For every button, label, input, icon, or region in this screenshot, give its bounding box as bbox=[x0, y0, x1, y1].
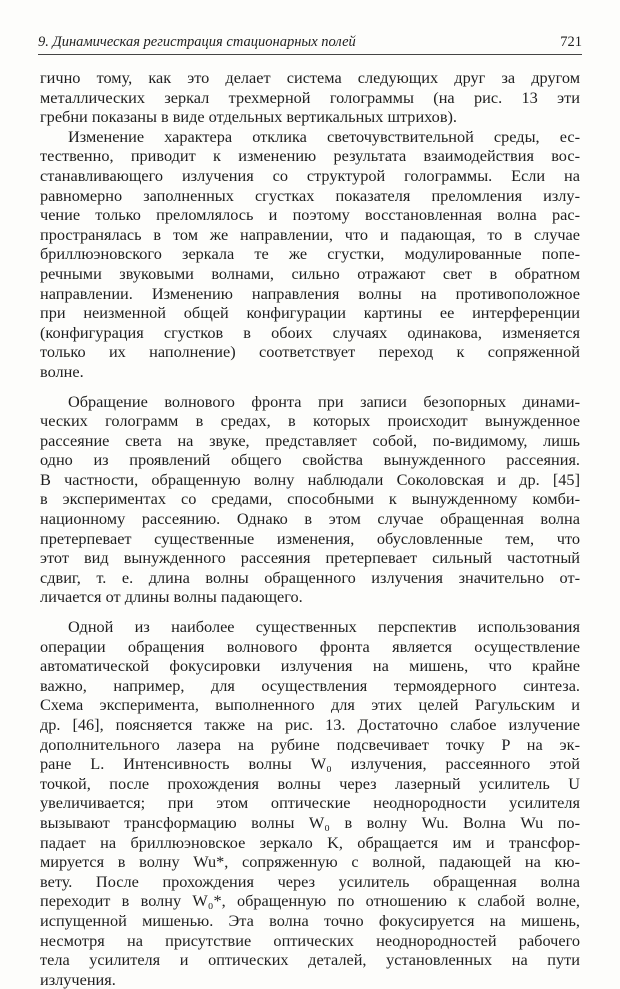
text-line: В частности, обращенную волну наблюдали Соколовская и др. [45] bbox=[40, 469, 580, 489]
text-line: операции обращения волнового фронта является осуществление bbox=[40, 636, 580, 656]
text-line: автоматической фокусировки излучения на мишень, что крайне bbox=[40, 656, 580, 676]
text-line: одно из проявлений общего свойства вынужденного рассеяния. bbox=[40, 450, 580, 470]
text-line: этот вид вынужденного рассеяния претерпевает сильный частотный bbox=[40, 548, 580, 568]
text-line: вету. После прохождения через усилитель обращенная волна bbox=[40, 871, 580, 891]
text-line: вызывают трансформацию волны W₀ в волну Wu. Волна Wu по- bbox=[40, 812, 580, 832]
text-line: Схема эксперимента, выполненного для этих целей Рагульским и bbox=[40, 695, 580, 715]
text-line: падает на бриллюэновское зеркало K, обращается им и трансфор- bbox=[40, 832, 580, 852]
text-line: равномерно заполненных сгустках показателя преломления излу- bbox=[40, 185, 580, 205]
text-line: волне. bbox=[40, 361, 84, 381]
text-line: станавливающего излучения со структурой голограммы. Если на bbox=[40, 165, 580, 185]
text-line: излучения. bbox=[40, 969, 116, 989]
text-line: мируется в волну Wu*, сопряженную с волной, падающей на кю- bbox=[40, 852, 580, 872]
text-line: сдвиг, т. е. длина волны обращенного излучения значительно от- bbox=[40, 567, 580, 587]
text-line: гребни показаны в виде отдельных вертикальных штрихов). bbox=[40, 107, 457, 127]
text-line: тественно, приводит к изменению результата взаимодействия вос- bbox=[40, 146, 580, 166]
text-line: Обращение волнового фронта при записи безопорных динами- bbox=[68, 391, 580, 411]
text-line: др. [46], поясняется также на рис. 13. Достаточно слабое излучение bbox=[40, 715, 580, 734]
text-line: металлических зеркал трехмерной голограммы (на рис. 13 эти bbox=[40, 87, 580, 107]
text-line: Одной из наиболее существенных перспектив использования bbox=[68, 617, 580, 637]
text-line: ческих голограмм в средах, в которых происходит вынужденное bbox=[40, 411, 580, 431]
text-line: только их наполнение) соответствует переход к сопряженной bbox=[40, 342, 580, 362]
text-line: чение только преломлялось и поэтому восстановленная волна рас- bbox=[40, 205, 580, 225]
text-line: ране L. Интенсивность волны W₀ излучения, рассеянного этой bbox=[40, 754, 580, 774]
text-line: испущенной мишенью. Эта волна точно фокусируется на мишень, bbox=[40, 910, 580, 930]
paragraph-gap bbox=[40, 607, 580, 617]
text-line: гично тому, как это делает система следующих друг за другом bbox=[40, 68, 580, 87]
text-line: увеличивается; при этом оптические неоднородности усилителя bbox=[40, 793, 580, 813]
text-line: точкой, после прохождения волны через лазерный усилитель U bbox=[40, 773, 580, 793]
text-line: тела усилителя и оптических деталей, установленных на пути bbox=[40, 950, 580, 970]
text-line: несмотря на присутствие оптических неоднородностей рабочего bbox=[40, 930, 580, 950]
text-line: бриллюэновского зеркала те же сгустки, модулированные попе- bbox=[40, 244, 580, 264]
text-line: важно, например, для осуществления термоядерного синтеза. bbox=[40, 675, 580, 695]
text-line: при неизменной общей конфигурации картины ее интерференции bbox=[40, 303, 580, 323]
text-line: Изменение характера отклика светочувствительной среды, ес- bbox=[68, 126, 580, 146]
paragraph bbox=[40, 617, 580, 989]
text-line: национному рассеянию. Однако в этом случае обращенная волна bbox=[40, 509, 580, 529]
running-header bbox=[38, 34, 582, 55]
text-line: рассеяние света на звуке, представляет собой, по-видимому, лишь bbox=[40, 430, 580, 450]
text-line: дополнительного лазера на рубине подсвечивает точку P на эк- bbox=[40, 734, 580, 754]
paragraph bbox=[40, 392, 580, 608]
text-line: претерпевает существенные изменения, обусловленные тем, что bbox=[40, 528, 580, 548]
text-line: направлении. Изменению направления волны на противоположное bbox=[40, 283, 580, 303]
paragraph bbox=[40, 127, 580, 382]
page-number: 721 bbox=[560, 34, 582, 50]
text-line: (конфигурация сгустков в обоих случаях одинакова, изменяется bbox=[40, 322, 580, 342]
text-line: личается от длины волны падающего. bbox=[40, 587, 303, 607]
text-line: в экспериментах со средами, способными к вынужденному комби- bbox=[40, 489, 580, 509]
text-line: переходит в волну W₀*, обращенную по отношению к слабой волне, bbox=[40, 891, 580, 911]
body-text bbox=[40, 68, 580, 989]
chapter-title: 9. Динамическая регистрация стационарных полей bbox=[38, 34, 356, 50]
text-line: речными звуковыми волнами, сильно отражают свет в обратном bbox=[40, 263, 580, 283]
paragraph bbox=[40, 68, 580, 127]
text-line: пространялась в том же направлении, что и падающая, то в случае bbox=[40, 224, 580, 244]
paragraph-gap bbox=[40, 382, 580, 392]
